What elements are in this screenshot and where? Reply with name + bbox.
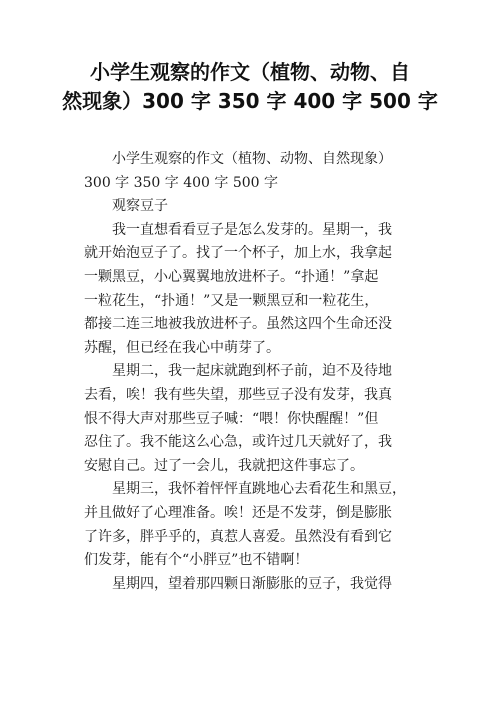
- body-line: 300 字 350 字 400 字 500 字: [84, 174, 279, 191]
- body-line: 就开始泡豆子了。找了一个杯子，加上水，我拿起: [84, 245, 392, 262]
- body-line: 一颗黑豆，小心翼翼地放进杯子。“扑通！”拿起: [84, 268, 379, 285]
- body-line: 苏醒，但已经在我心中萌芽了。: [84, 339, 280, 356]
- body-line: 星期四，望着那四颗日渐膨胀的豆子，我觉得: [84, 575, 392, 592]
- body-line: 星期二，我一起床就跑到杯子前，迫不及待地: [84, 363, 392, 380]
- body-line: 都接二连三地被我放进杯子。虽然这四个生命还没: [84, 316, 392, 333]
- body-line: 安慰自己。过了一会儿，我就把这件事忘了。: [84, 457, 364, 474]
- body-line: 们发芽，能有个“小胖豆”也不错啊！: [84, 552, 309, 569]
- body-line: 并且做好了心理准备。唉！还是不发芽，倒是膨胀: [84, 504, 392, 521]
- title-line: 小学生观察的作文（植物、动物、自: [90, 60, 410, 84]
- body-line: 一粒花生，“扑通！”又是一颗黑豆和一粒花生，: [84, 292, 379, 309]
- document-title: [60, 58, 440, 116]
- body-line: 去看，唉！我有些失望，那些豆子没有发芽，我真: [84, 386, 392, 403]
- title-line: 然现象）300 字 350 字 400 字 500 字: [62, 89, 438, 113]
- body-line: 我一直想看看豆子是怎么发芽的。星期一，我: [84, 221, 392, 238]
- document-body: [84, 148, 422, 596]
- body-line: 观察豆子: [84, 198, 168, 215]
- body-line: 星期三，我怀着怦怦直跳地心去看花生和黑豆，: [84, 481, 406, 498]
- body-line: 恨不得大声对那些豆子喊：“喂！你快醒醒！”但: [84, 410, 379, 427]
- body-line: 小学生观察的作文（植物、动物、自然现象）: [84, 151, 392, 167]
- body-line: 忍住了。我不能这么心急，或许过几天就好了，我: [84, 434, 392, 451]
- body-line: 了许多，胖乎乎的，真惹人喜爱。虽然没有看到它: [84, 528, 392, 545]
